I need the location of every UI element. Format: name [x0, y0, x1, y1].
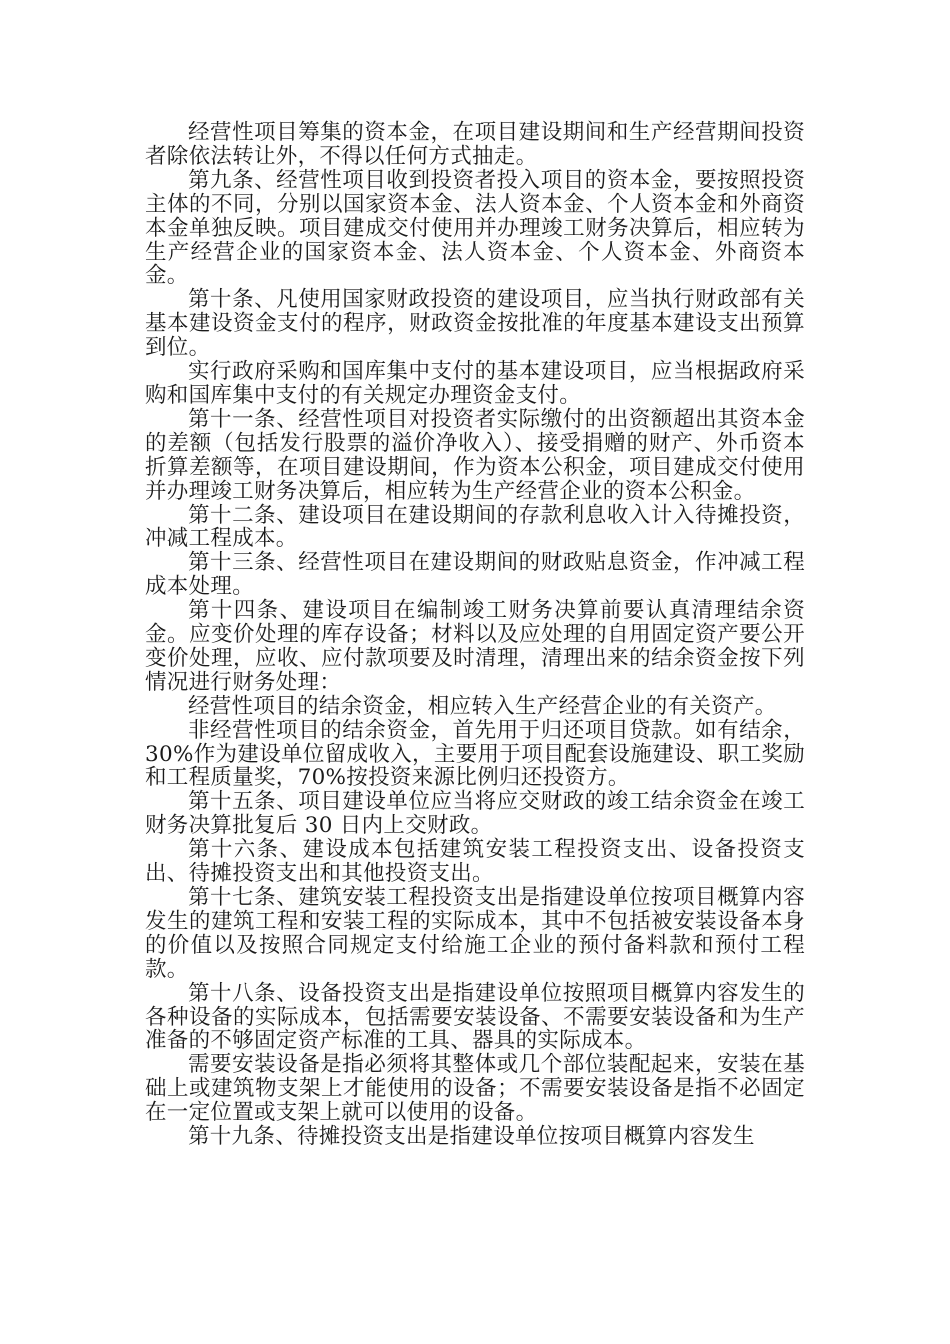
paragraph-13: 第十七条、建筑安装工程投资支出是指建设单位按项目概算内容发生的建筑工程和安装工程的实际成本，其中不包括被安装设备本身的价值以及按照合同规定支付给施工企业的预付备料款和预付工程款。	[145, 885, 805, 982]
paragraph-16: 第十九条、待摊投资支出是指建设单位按项目概算内容发生	[188, 1124, 755, 1150]
paragraph-12: 第十六条、建设成本包括建筑安装工程投资支出、设备投资支出、待摊投资支出和其他投资支出。	[145, 837, 805, 887]
paragraph-14: 第十八条、设备投资支出是指建设单位按照项目概算内容发生的各种设备的实际成本，包括需要安装设备、不需要安装设备和为生产准备的不够固定资产标准的工具、器具的实际成本。	[145, 980, 805, 1054]
paragraph-1: 经营性项目筹集的资本金，在项目建设期间和生产经营期间投资者除依法转让外，不得以任何方式抽走。	[145, 120, 805, 169]
paragraph-3: 第十条、凡使用国家财政投资的建设项目，应当执行财政部有关基本建设资金支付的程序，财政资金按批准的年度基本建设支出预算到位。	[145, 287, 805, 361]
paragraph-8: 第十四条、建设项目在编制竣工财务决算前要认真清理结余资金。应变价处理的库存设备；材料以及应处理的自用固定资产要公开变价处理，应收、应付款项要及时清理，清理出来的结余资金按下列情况进行财务处理：	[145, 598, 805, 695]
paragraph-2: 第九条、经营性项目收到投资者投入项目的资本金，要按照投资主体的不同，分别以国家资本金、法人资本金、个人资本金和外商资本金单独反映。项目建成交付使用并办理竣工财务决算后，相应转为生产经营企业的国家资本金、法人资本金、个人资本金、外商资本金。	[145, 167, 805, 289]
paragraph-6: 第十二条、建设项目在建设期间的存款利息收入计入待摊投资，冲减工程成本。	[145, 502, 805, 552]
paragraph-11: 第十五条、项目建设单位应当将应交财政的竣工结余资金在竣工财务决算批复后 30 日内上交财政。	[145, 789, 805, 839]
document-page	[145, 121, 805, 1149]
paragraph-9: 经营性项目的结余资金，相应转入生产经营企业的有关资产。	[188, 693, 777, 719]
paragraph-10: 非经营性项目的结余资金，首先用于归还项目贷款。如有结余，30%作为建设单位留成收入，主要用于项目配套设施建设、职工奖励和工程质量奖，70%按投资来源比例归还投资方。	[145, 717, 805, 791]
paragraph-7: 第十三条、经营性项目在建设期间的财政贴息资金，作冲减工程成本处理。	[145, 550, 805, 600]
paragraph-15: 需要安装设备是指必须将其整体或几个部位装配起来，安装在基础上或建筑物支架上才能使用的设备；不需要安装设备是指不必固定在一定位置或支架上就可以使用的设备。	[145, 1052, 805, 1126]
paragraph-4: 实行政府采购和国库集中支付的基本建设项目，应当根据政府采购和国库集中支付的有关规定办理资金支付。	[145, 359, 805, 408]
paragraph-5: 第十一条、经营性项目对投资者实际缴付的出资额超出其资本金的差额（包括发行股票的溢价净收入）、接受捐赠的财产、外币资本折算差额等，在项目建设期间，作为资本公积金，项目建成交付使用并办理竣工财务决算后，相应转为生产经营企业的资本公积金。	[145, 406, 805, 504]
